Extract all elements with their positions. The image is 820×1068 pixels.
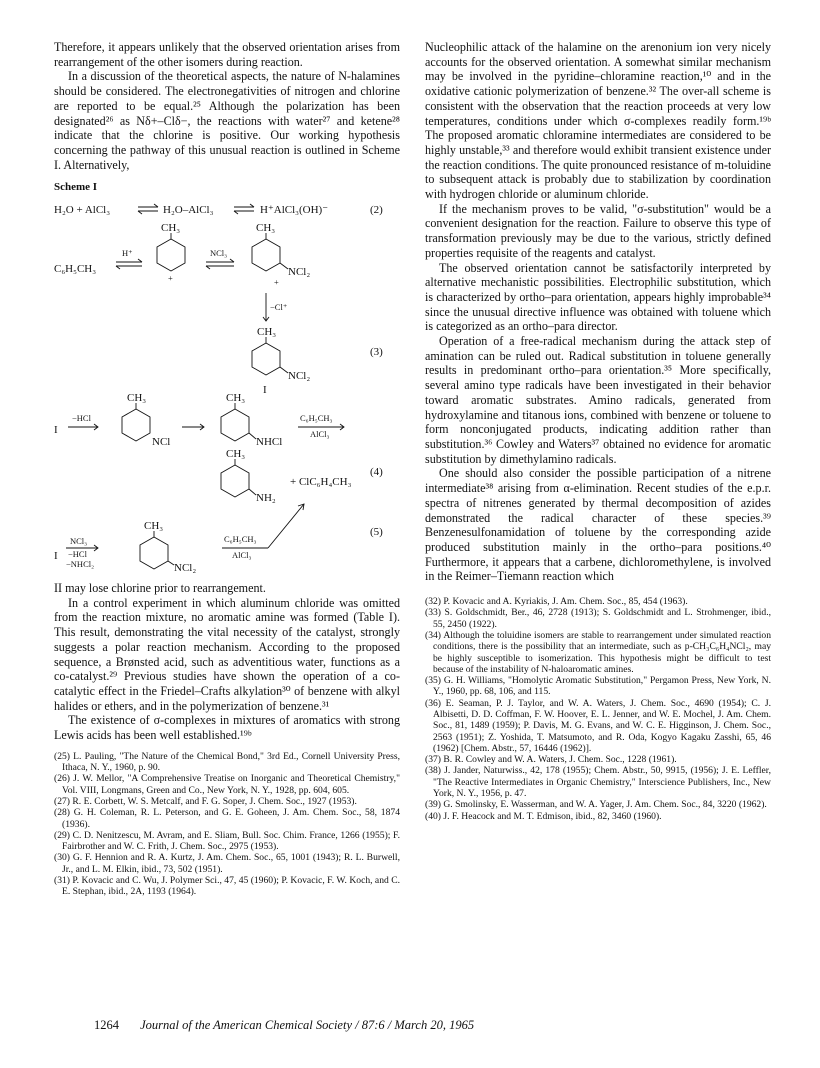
eq2-right: H⁺AlCl₃(OH)⁻ <box>260 204 328 217</box>
scheme-label: Scheme I <box>54 181 98 194</box>
reference-30: (30) G. F. Hennion and R. A. Kurtz, J. Am. Chem. Soc., 65, 1001 (1943); R. L. Burwell, Jr., and L. M. Elkin, ibid., 73, 502 (1951). <box>54 852 400 875</box>
toluene-reagent-label: C₆H₅CH₃ <box>300 413 333 424</box>
reference-27: (27) R. E. Corbett, W. S. Metcalf, and F. G. Soper, J. Chem. Soc., 1927 (1953). <box>54 795 357 807</box>
arenonium-ring-2 <box>252 239 280 271</box>
alcl3-label-2: AlCl₃ <box>232 550 252 561</box>
right-paragraph-5: One should also consider the possible participation of a nitrene intermediate³⁸ arising from α-elimination. Recent studies of the e.p.r. spectra of nitrenes generated by thermal decomposition of azides demonstrated the radical character of these species.³⁹ Benzenesulfonamidation of toluene by the corresponding azide produced substitution mainly in the ortho–para positions.⁴⁰ Furthermore, it appears that a carbene, dichloromethylene, is involved in the Reimer–Tiemann reaction which <box>425 466 771 584</box>
right-paragraph-3: The observed orientation cannot be satisfactorily interpreted by alternative mechanistic possibilities. Electrophilic substitution, which is characterized by ortho–para orientation, appears highly improbable³⁴ since the unusual directive influence was obtained with toluene which is categorized as an ortho–para director. <box>425 260 771 334</box>
equilibrium-arrow-3 <box>116 259 142 269</box>
eq5-minus-nhcl2: −NHCl₂ <box>66 559 95 570</box>
eq5-ncl3: NCl₃ <box>70 536 88 547</box>
nh2-label: NH₂ <box>256 492 276 505</box>
plus-sign-1: + <box>168 273 173 284</box>
toluidine-ring <box>221 465 249 497</box>
intermediate-ring-2 <box>221 409 249 441</box>
right-paragraph-4: Operation of a free-radical mechanism during the attack step of amination can be ruled out. Radical substitution in toluene generally results in predominant ortho–para orientation.³⁵ More specifically, several amino type radicals have been investigated in their behavior toward aromatic substrates. Amino radicals, generated from hydroxylamine and titanous ions, combined with benzene or toluene to form nonconjugated products, indicating addition rather than substitution.³⁶ Cowley and Waters³⁷ obtained no evidence for aromatic substitution by dimethylamino radicals. <box>425 334 771 466</box>
left-paragraph-4: In a control experiment in which aluminum chloride was omitted from the reaction mixture, no aromatic amine was formed (Table I). This result, demonstrating the vital necessity of the catalyst, strongly suggests a polar reaction mechanism. According to the proposed sequence, a Brønsted acid, such as adventitious water, functions as a co-catalyst.²⁹ Previous studies have shown the operation of a co-catalytic effect in the Friedel–Crafts alkylation³⁰ of benzene with alkyl halides or ethers, and in the polymerization of benzene.³¹ <box>54 595 400 713</box>
page-number: 1264 <box>94 1018 119 1032</box>
nitrenium-ring <box>140 537 168 569</box>
ncl2-label-1: NCl₂ <box>288 266 311 279</box>
right-paragraph-1: Nucleophilic attack of the halamine on the arenonium ion very nicely accounts for the observed orientation. A somewhat similar mechanism may be involved in the pyridine–chloramine reaction,¹⁰ and in the oxidative cationic polymerization of benzene.³² The over-all scheme is consistent with the observation that the reaction proceeds at very low temperatures, conditions under which σ-complexes readily form.¹⁹ᵇ The proposed aromatic chloramine intermediates are considered to be highly unstable,³³ and therefore would exhibit transient existence under the reaction conditions. The quite pronounced resistance of m-toluidine to subsequent attack is probably due to stabilization by coordination with hydrogen chloride or aluminum chloride. <box>425 40 771 202</box>
left-paragraph-2: In a discussion of the theoretical aspects, the nature of N-halamines should be considered. The electronegativities of nitrogen and chlorine are reported to be equal.²⁵ Although the polarization has been designated²⁶ as Nδ+–Clδ−, the reactions with water²⁷ and ketene²⁸ indicate that the chlorine is positive. Our working hypothesis concerning the pathway of this unusual reaction is outlined in Scheme I. Alternatively, <box>54 69 400 172</box>
toluene-label: C₆H₅CH₃ <box>54 263 97 276</box>
ch3-label-3: CH₃ <box>257 326 277 339</box>
minus-hcl-label: −HCl <box>72 413 91 424</box>
eq2-left: H₂O + AlCl₃ <box>54 204 111 217</box>
ch3-label-2: CH₃ <box>256 222 276 235</box>
page-footer <box>94 1018 474 1033</box>
equilibrium-arrow-2 <box>234 204 254 214</box>
ncl3-label: NCl₃ <box>210 248 228 259</box>
reference-35: (35) G. H. Williams, "Homolytic Aromatic Substitution," Pergamon Press, New York, N. Y., 1960, pp. 68, 106, and 115. <box>425 675 771 698</box>
left-paragraph-3: II may lose chlorine prior to rearrangement. <box>54 581 266 596</box>
eq3-number: (3) <box>370 346 383 359</box>
eq2-number: (2) <box>370 204 383 217</box>
ncl2-label-2: NCl₂ <box>288 370 311 383</box>
left-paragraph-5: The existence of σ-complexes in mixtures of aromatics with strong Lewis acids has been well established.¹⁹ᵇ <box>54 713 400 743</box>
ncl2-label-3: NCl₂ <box>174 562 197 575</box>
reference-33: (33) S. Goldschmidt, Ber., 46, 2728 (1913); S. Goldschmidt and L. Strohmenger, ibid., 55, 2450 (1922). <box>425 607 771 630</box>
scheme-diagram <box>54 199 400 577</box>
right-references <box>425 596 771 822</box>
compound-i-label: I <box>263 384 267 397</box>
intermediate-ring-1 <box>122 409 150 441</box>
reference-34: (34) Although the toluidine isomers are stable to rearrangement under simulated reaction conditions, there is the possibility that an intermediate, such as p-CH₃C₆H₄NCl₂, may be highly susceptible to isomerization. This hypothesis might be difficult to test because of the instability of N-haloaromatic amines. <box>425 629 771 675</box>
minus-clplus-label: −Cl⁺ <box>270 302 288 313</box>
left-paragraph-1: Therefore, it appears unlikely that the observed orientation arises from rearrangement of the other isomers during reaction. <box>54 40 400 69</box>
ch3-label-7: CH₃ <box>226 448 246 461</box>
eq2-mid: H₂O–AlCl₃ <box>163 204 214 217</box>
alcl3-label-1: AlCl₃ <box>310 429 330 440</box>
arenonium-ring-1 <box>157 239 185 271</box>
equilibrium-arrow-4 <box>206 259 234 269</box>
reference-26: (26) J. W. Mellor, "A Comprehensive Treatise on Inorganic and Theoretical Chemistry," Vol. VIII, Longmans, Green and Co., New York, N. Y., 1928, pp. 604, 605. <box>54 773 400 796</box>
equilibrium-arrow-1 <box>138 204 158 214</box>
plus-sign-2: + <box>274 277 279 288</box>
reference-32: (32) P. Kovacic and A. Kyriakis, J. Am. Chem. Soc., 85, 454 (1963). <box>425 596 688 608</box>
reference-38: (38) J. Jander, Naturwiss., 42, 178 (1955); Chem. Abstr., 50, 9915, (1956); J. E. Leffler, "The Reactive Intermediates in Organic Chemistry," Interscience Publishers, Inc., New York, N. Y., 1956, p. 47. <box>425 765 771 800</box>
eq5-number: (5) <box>370 526 383 539</box>
eq4-number: (4) <box>370 466 383 479</box>
reference-36: (36) E. Seaman, P. J. Taylor, and W. A. Waters, J. Chem. Soc., 4690 (1954); C. J. Albisetti, D. D. Coffman, F. W. Hoover, E. L. Jenner, and W. E. Mochel, J. Am. Chem. Soc., 81, 1489 (1959); P. Davis, M. G. Evans, and W. C. E. Higginson, J. Chem. Soc., 2563 (1951); Z. Yoshida, T. Matsumoto, and R. Oda, Kogyo Kagaku Zasshi, 65, 46 (1962) [Chem. Abstr., 57, 16446 (1962)]. <box>425 697 771 754</box>
right-paragraph-2: If the mechanism proves to be valid, "σ-substitution" would be a convenient designation for the reaction. Failure to observe this type of transformation previously may be due to the various, strictly defined properties requisite of the reagents and catalyst. <box>425 201 771 260</box>
eq5-minus-hcl: −HCl <box>68 549 87 560</box>
left-references <box>54 751 400 898</box>
reference-40: (40) J. F. Heacock and M. T. Edmison, ibid., 82, 3460 (1960). <box>425 810 662 822</box>
reference-31: (31) P. Kovacic and C. Wu, J. Polymer Sci., 47, 45 (1960); P. Kovacic, F. W. Koch, and C. E. Stephan, ibid., 2A, 1193 (1964). <box>54 875 400 898</box>
ch3-label-5: CH₃ <box>226 392 246 405</box>
left-column <box>54 40 400 898</box>
ch3-label-4: CH₃ <box>127 392 147 405</box>
reference-29: (29) C. D. Nenitzescu, M. Avram, and E. Sliam, Bull. Soc. Chim. France, 1266 (1955); F. Fairbrother and W. C. Frith, J. Chem. Soc., 2975 (1953). <box>54 829 400 853</box>
reference-28: (28) G. H. Coleman, R. L. Peterson, and G. E. Goheen, J. Am. Chem. Soc., 58, 1874 (1936). <box>54 807 400 830</box>
ch3-label-8: CH₃ <box>144 520 164 533</box>
chlorotoluene-label: + ClC₆H₄CH₃ <box>290 476 352 489</box>
scheme-figure <box>54 199 400 577</box>
reference-39: (39) G. Smolinsky, E. Wasserman, and W. A. Yager, J. Am. Chem. Soc., 84, 3220 (1962). <box>425 799 767 811</box>
hplus-label: H⁺ <box>122 248 133 259</box>
compound-i-label-2: I <box>54 424 58 437</box>
ch3-label-1: CH₃ <box>161 222 181 235</box>
compound-i-label-3: I <box>54 550 58 563</box>
nhcl-label: NHCl <box>256 436 283 449</box>
journal-citation: Journal of the American Chemical Society / 87:6 / March 20, 1965 <box>140 1018 475 1032</box>
reference-37: (37) B. R. Cowley and W. A. Waters, J. Chem. Soc., 1228 (1961). <box>425 754 677 766</box>
ncl-label: NCl <box>152 436 171 449</box>
compound-i-ring <box>252 343 280 375</box>
right-column <box>425 40 771 822</box>
toluene-reagent-label-2: C₆H₅CH₃ <box>224 534 257 545</box>
reference-25: (25) L. Pauling, "The Nature of the Chemical Bond," 3rd Ed., Cornell University Press, Ithaca, N. Y., 1960, p. 90. <box>54 750 400 774</box>
